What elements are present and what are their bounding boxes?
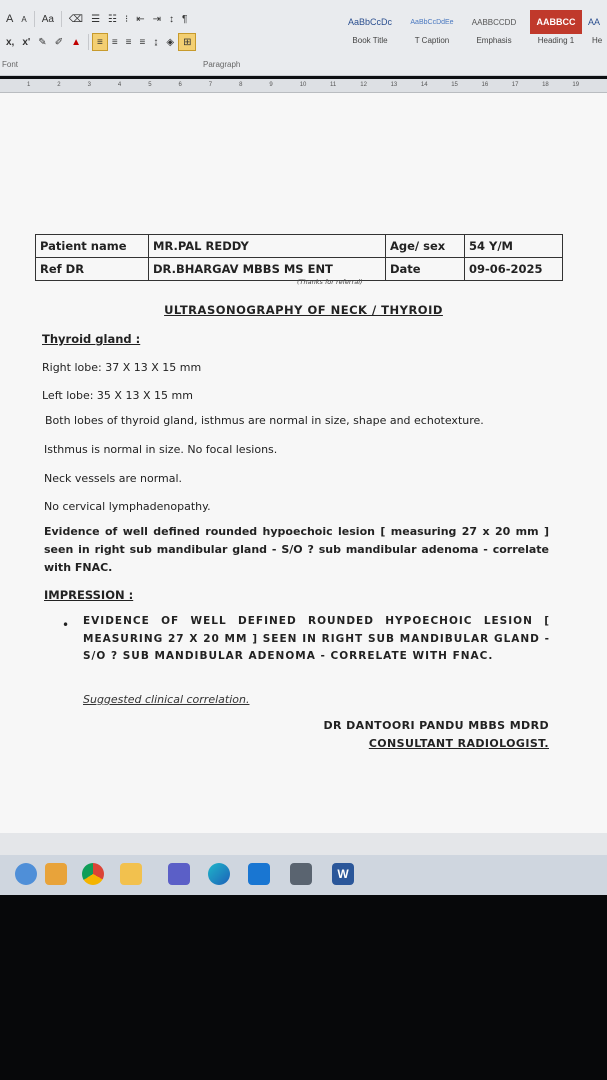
neck-vessels-text: Neck vessels are normal. xyxy=(44,472,183,485)
report-title: ULTRASONOGRAPHY OF NECK / THYROID xyxy=(164,303,443,317)
grow-font-button[interactable]: A xyxy=(6,13,14,25)
paragraph-group-label: Paragraph xyxy=(203,60,241,69)
align-right-icon[interactable]: ≡ xyxy=(125,36,132,48)
line-spacing-icon[interactable]: ↨ xyxy=(153,36,159,48)
date-label: Date xyxy=(386,258,465,281)
style-heading-2[interactable] xyxy=(588,10,607,34)
doctor-name: DR DANTOORI PANDU MBBS MDRD xyxy=(323,719,549,732)
ruler-tick: 10 xyxy=(299,82,307,88)
explorer-icon[interactable] xyxy=(15,863,37,885)
both-lobes-text: Both lobes of thyroid gland, isthmus are normal in size, shape and echotexture. xyxy=(45,414,484,427)
age-sex-label: Age/ sex xyxy=(386,235,465,258)
ruler-tick: 3 xyxy=(87,82,91,88)
ruler-tick: 15 xyxy=(451,82,458,88)
font-row-2 xyxy=(2,31,196,53)
outlook-icon[interactable] xyxy=(248,863,270,885)
evidence-paragraph: Evidence of well defined rounded hypoechoic lesion [ measuring 27 x 20 mm ] seen in right sub mandibular gland - S/O ? sub mandibular adenoma - correlate with FNAC. xyxy=(44,525,549,574)
ruler-tick: 8 xyxy=(239,82,243,88)
show-marks-icon[interactable]: ¶ xyxy=(181,13,188,25)
style-book-title[interactable] xyxy=(338,10,402,34)
left-lobe-text: Left lobe: 35 X 13 X 15 mm xyxy=(42,389,193,402)
ruler-tick: 17 xyxy=(511,82,519,88)
align-center-icon[interactable]: ≡ xyxy=(111,36,118,48)
style-label: Heading 1 xyxy=(537,36,575,45)
monitor-bezel xyxy=(0,895,607,1080)
calculator-icon[interactable] xyxy=(290,863,312,885)
ruler-tick: 9 xyxy=(269,82,273,88)
style-caption[interactable] xyxy=(400,10,464,34)
ruler-tick: 2 xyxy=(57,82,61,88)
highlight-icon[interactable]: ✐ xyxy=(54,36,64,48)
style-label: Emphasis xyxy=(476,36,512,45)
style-label: T Caption xyxy=(414,36,450,45)
separator xyxy=(34,11,35,27)
thyroid-heading: Thyroid gland : xyxy=(42,332,141,346)
change-case-button[interactable]: Aa xyxy=(41,13,54,25)
status-bar xyxy=(0,833,607,855)
font-color-icon[interactable]: ▲ xyxy=(71,36,81,48)
shading-icon[interactable]: ◈ xyxy=(166,36,175,48)
impression-text: EVIDENCE OF WELL DEFINED ROUNDED HYPOECHOIC LESION [ MEASURING 27 X 20 MM ] SEEN IN RIGHT SUB MANDIBULAR GLAND - S/O ? SUB MANDIBULAR ADENOMA - CORRELATE WITH FNAC. xyxy=(83,615,550,662)
style-preview: AA xyxy=(588,17,601,27)
ruler-tick: 5 xyxy=(148,82,152,88)
bullets-icon[interactable]: ☰ xyxy=(91,13,101,25)
store-icon[interactable] xyxy=(45,863,67,885)
bullet-icon: • xyxy=(62,618,70,632)
ruler-tick: 1 xyxy=(27,82,31,88)
sort-icon[interactable]: ↕ xyxy=(168,13,174,25)
lymph-text: No cervical lymphadenopathy. xyxy=(44,500,211,513)
ruler-tick: 16 xyxy=(481,82,489,88)
decrease-indent-icon[interactable]: ⇤ xyxy=(136,13,145,25)
chrome-icon[interactable] xyxy=(82,863,104,885)
superscript-button[interactable]: x' xyxy=(22,36,31,48)
isthmus-text: Isthmus is normal in size. No focal lesions. xyxy=(44,443,278,456)
ruler[interactable] xyxy=(0,79,607,93)
text-effects-icon[interactable]: ✎ xyxy=(38,36,47,48)
style-heading-1[interactable] xyxy=(530,10,582,34)
style-preview: AABBCCDD xyxy=(471,17,517,27)
document-area xyxy=(0,93,607,833)
age-sex-value: 54 Y/M xyxy=(465,235,563,258)
ruler-tick: 19 xyxy=(572,82,580,88)
table-row xyxy=(36,235,563,258)
ruler-tick: 14 xyxy=(420,82,428,88)
separator xyxy=(88,34,89,50)
borders-icon[interactable]: ⊞ xyxy=(178,33,196,51)
align-left-icon[interactable]: ≡ xyxy=(92,33,108,51)
style-label: He xyxy=(592,36,603,45)
teams-icon[interactable] xyxy=(168,863,190,885)
impression-heading: IMPRESSION : xyxy=(44,588,134,602)
font-row-1 xyxy=(2,8,191,30)
style-label: Book Title xyxy=(352,36,388,45)
patient-name-value: MR.PAL REDDY xyxy=(149,235,386,258)
ruler-tick: 12 xyxy=(360,82,367,88)
style-emphasis[interactable] xyxy=(462,10,526,34)
ruler-tick: 13 xyxy=(390,82,398,88)
numbering-icon[interactable]: ☷ xyxy=(108,13,117,25)
patient-info-table xyxy=(35,234,563,281)
ruler-tick: 7 xyxy=(208,82,213,88)
justify-icon[interactable]: ≡ xyxy=(139,36,146,48)
document-page[interactable] xyxy=(0,93,607,833)
right-lobe-text: Right lobe: 37 X 13 X 15 mm xyxy=(42,361,202,374)
ref-dr-label: Ref DR xyxy=(36,258,149,281)
style-preview: AaBbCcDdEe xyxy=(410,18,454,26)
multilevel-icon[interactable]: ⁝ xyxy=(125,13,129,25)
edge-icon[interactable] xyxy=(208,863,230,885)
shrink-font-button[interactable]: A xyxy=(21,14,27,24)
ref-dr-value: DR.BHARGAV MBBS MS ENT xyxy=(149,258,386,281)
patient-name-label: Patient name xyxy=(36,235,149,258)
thanks-note: (Thanks for referral) xyxy=(297,278,363,286)
files-icon[interactable] xyxy=(120,863,142,885)
style-preview: AaBbCcDc xyxy=(347,17,392,27)
ruler-tick: 18 xyxy=(542,82,549,88)
separator xyxy=(61,11,62,27)
ruler-tick: 4 xyxy=(117,82,122,88)
ruler-tick: 6 xyxy=(178,82,182,88)
date-value: 09-06-2025 xyxy=(465,258,563,281)
style-preview: AABBCC xyxy=(536,17,576,27)
doctor-role: CONSULTANT RADIOLOGIST. xyxy=(368,737,549,750)
suggested-correlation: Suggested clinical correlation. xyxy=(83,693,250,706)
word-icon[interactable]: W xyxy=(332,863,354,885)
font-group-label: Font xyxy=(2,60,19,69)
increase-indent-icon[interactable]: ⇥ xyxy=(152,13,161,25)
taskbar xyxy=(0,855,607,895)
clear-format-icon[interactable]: ⌫ xyxy=(68,13,84,25)
subscript-button[interactable]: x, xyxy=(6,36,15,48)
ruler-tick: 11 xyxy=(330,82,337,88)
ribbon xyxy=(0,0,607,76)
